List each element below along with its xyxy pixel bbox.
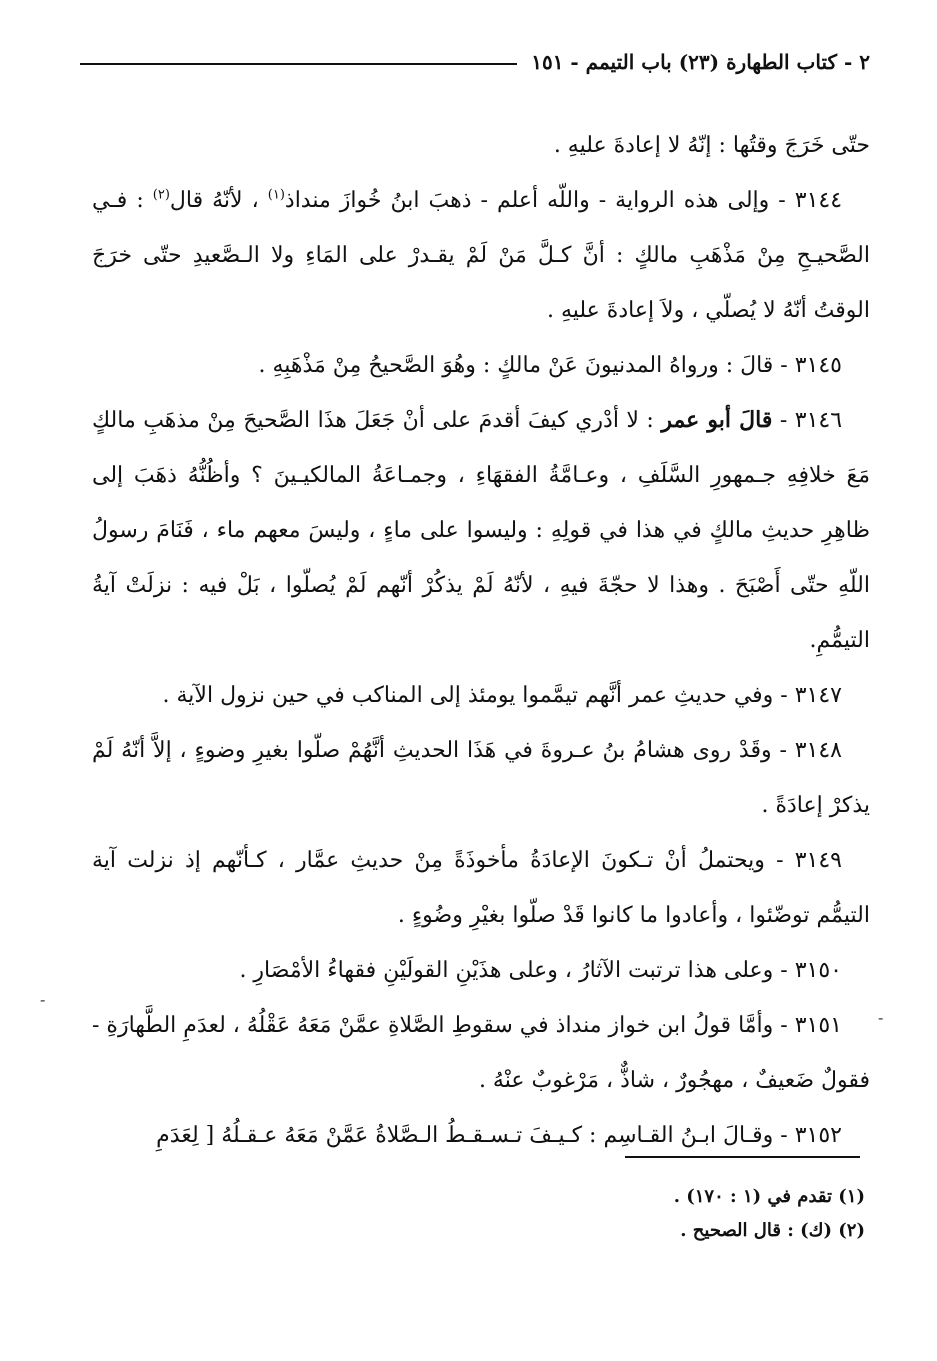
- running-header: [80, 50, 870, 74]
- paragraph-text: ٣١٥٢ - وقـالَ ابـنُ القـاسِم : كـيـفَ تـسـقـطُ الـصَّلاةُ عَمَّنْ مَعَهُ عـقـلُهُ [ لِعَدَمِ: [156, 1123, 842, 1148]
- paragraph-number: ٣١٤٦ -: [772, 408, 843, 433]
- footnote-ref: (٢): [152, 187, 170, 203]
- paragraph-text: ٣١٥١ - وأمَّا قولُ ابن خواز منداذ في سقوطِ الصَّلاةِ عمَّنْ مَعَهُ عَقْلُهُ ، لعدَمِ الطَّهارَةِ - فقولٌ ضَعيفٌ ، مهجُورٌ ، شاذٌّ ، مَرْغوبٌ عنْهُ .: [92, 1013, 870, 1093]
- footnote-rule: [625, 1156, 860, 1158]
- paragraph-text: ٣١٤٨ - وقَدْ روى هشامُ بنُ عـروةَ في هَذَا الحديثِ أنَّهُمْ صلّوا بغيرِ وضوءٍ ، إلاَّ أنّهُ لَمْ يذكرْ إعادَةً .: [92, 738, 870, 818]
- margin-mark: -: [878, 1008, 884, 1027]
- header-rule: [80, 63, 517, 65]
- paragraph-text: ٣١٥٠ - وعلى هذا ترتبت الآثارُ ، وعلى هذَيْنِ القولَيْنِ فقهاءُ الأمْصَارِ .: [239, 958, 842, 983]
- margin-mark: -: [40, 990, 46, 1009]
- paragraph: [92, 118, 870, 173]
- paragraph-text: ٣١٤٥ - قالَ : ورواهُ المدنيونَ عَنْ مالكٍ : وهُوَ الصَّحيحُ مِنْ مَذْهَبِهِ .: [258, 353, 842, 378]
- paragraph: [92, 723, 870, 833]
- paragraph-text: ، لأنّهُ قال: [169, 188, 268, 213]
- paragraph-text: : فـي الصَّحيـحِ مِنْ مَذْهَبِ مالكٍ : أنَّ كـلَّ مَنْ لَمْ يقـدرْ على المَاءِ ولا الـصَّعيدِ حتّى خرَجَ الوقتُ أنّهُ لا يُصلّي ، ولاَ إعادةَ عليهِ .: [92, 188, 870, 323]
- footnotes: [500, 1180, 865, 1248]
- paragraph-text: ٣١٤٤ - وإلى هذه الرواية - واللّه أعلم - ذهبَ ابنُ خُوازَ منداذ: [284, 188, 843, 213]
- paragraph: [92, 998, 870, 1108]
- speaker-label: قالَ أبو عمر: [661, 407, 773, 433]
- footnote: (٢) (ك) : قال الصحيح .: [680, 1220, 865, 1241]
- paragraph-text: ٣١٤٩ - ويحتملُ أنْ تـكونَ الإعادَةُ مأخوذَةً مِنْ حديثِ عمَّار ، كـأنّهم إذ نزلت آية التيمُّم توضّئوا ، وأعادوا ما كانوا قَدْ صلّوا بغيْرِ وضُوءٍ .: [92, 848, 870, 928]
- body-text: [92, 118, 870, 1163]
- paragraph-text: : لا أدْري كيفَ أقدمَ على أنْ جَعَلَ هذَا الصَّحيحَ مِنْ مذهَبِ مالكٍ مَعَ خلافِهِ جـمهورِ السَّلَفِ ، وعـامَّةُ الفقهَاءِ ، وجمـاعَةُ المالكيـينَ ؟ وأظُنُّهُ ذهَبَ إلى ظاهِرِ حديثِ مالكٍ في هذا في قولِهِ : وليسوا على ماءٍ ، وليسَ معهم ماء ، فَنَامَ رسولُ اللّهِ حتّى أَصْبَحَ . وهذا لا حجّةَ فيهِ ، لأنّهُ لَمْ يذكُرْ أنّهم لَمْ يُصلّوا ، بَلْ فيه : نزلَتْ آيةُ التيمُّمِ.: [92, 408, 870, 653]
- paragraph: [92, 1108, 870, 1163]
- paragraph-text: حتّى خَرَجَ وقتُها : إنّهُ لا إعادةَ عليهِ .: [553, 133, 870, 158]
- footnote-ref: (١): [267, 187, 285, 203]
- paragraph: [92, 173, 870, 338]
- paragraph-text: ٣١٤٧ - وفي حديثِ عمر أنَّهم تيمَّموا يومئذ إلى المناكب في حين نزول الآية .: [162, 683, 842, 708]
- paragraph: [92, 393, 870, 668]
- paragraph: [92, 668, 870, 723]
- paragraph: [92, 833, 870, 943]
- paragraph: [92, 338, 870, 393]
- paragraph: [92, 943, 870, 998]
- header-title: ٢ - كتاب الطهارة (٢٣) باب التيمم - ١٥١: [531, 50, 870, 74]
- footnote: (١) تقدم في (١ : ١٧٠) .: [673, 1186, 865, 1207]
